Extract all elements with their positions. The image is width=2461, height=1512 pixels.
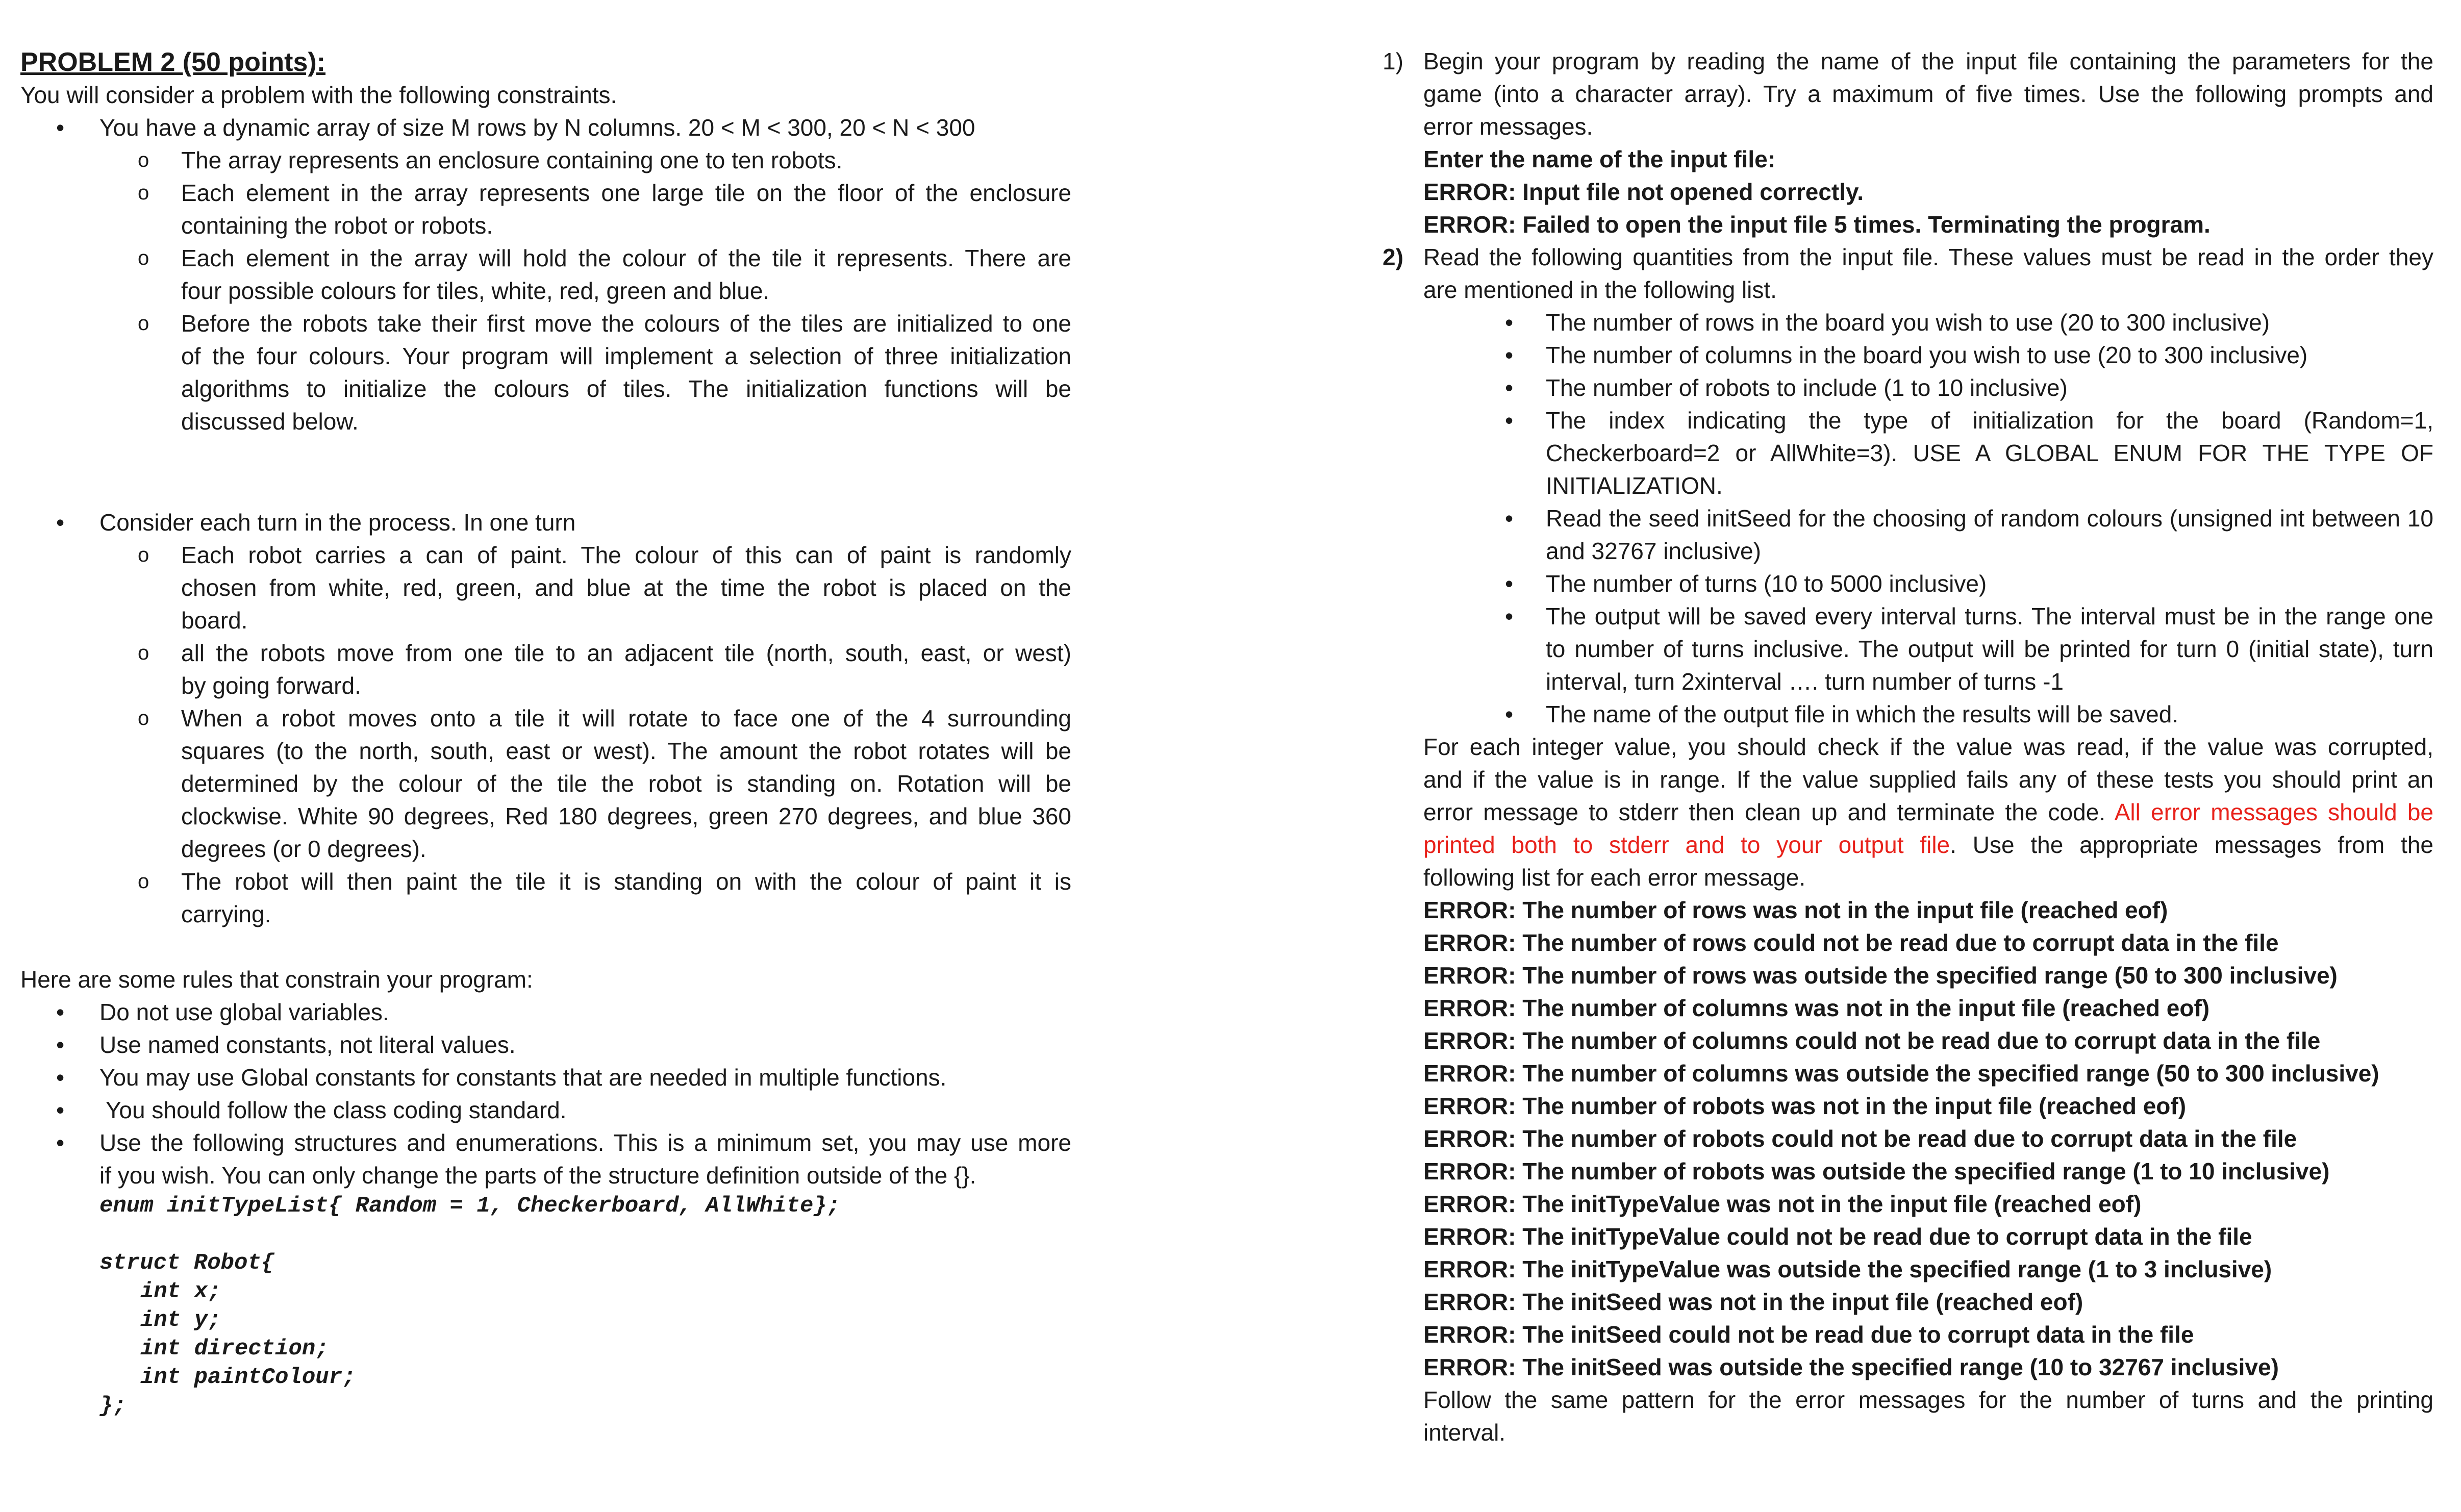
bullet-text: and 32767 inclusive): [1546, 538, 1761, 564]
follow-text: Follow the same pattern for the error messages for the number of turns and the printing: [1423, 1387, 2433, 1413]
rule-text: • Use named constants, not literal values.: [99, 1031, 516, 1058]
error-message: ERROR: Input file not opened correctly.: [1423, 179, 1864, 205]
error-message: ERROR: The initTypeValue could not be read due to corrupt data in the file: [1423, 1223, 2252, 1250]
struct-member: int x;: [140, 1279, 221, 1304]
rule-3: [20, 1061, 1071, 1094]
code-block: [20, 1192, 1071, 1420]
rule-4: [20, 1094, 1071, 1126]
rule-text: • You should follow the class coding standard.: [99, 1097, 567, 1123]
item-2: [1383, 241, 2433, 1449]
bullet-text: • The number of rows in the board you wish to use (20 to 300 inclusive): [1546, 309, 2270, 336]
rule-1: [20, 996, 1071, 1028]
prompt-text: Enter the name of the input file:: [1423, 146, 1776, 172]
struct-member: int y;: [140, 1307, 221, 1333]
turn-bullet: [20, 506, 1071, 539]
sub-text: algorithms to initialize the colours of tiles. The initialization functions will be: [181, 375, 1071, 402]
quantity-bullet-5: [1423, 502, 2433, 567]
error-message: ERROR: Failed to open the input file 5 times. Terminating the program.: [1423, 211, 2211, 238]
error-policy-emphasis: All error messages should be: [2114, 799, 2433, 825]
quantity-bullet-1: [1423, 306, 2433, 339]
quantity-bullet-7: [1423, 600, 2433, 698]
sub-text: o The robot will then paint the tile it is standing on with the colour of paint it is: [181, 868, 1071, 895]
item-text: Read the following quantities from the input file. These values must be read in the order they: [1423, 244, 2433, 270]
sub-text: o Each element in the array represents one large tile on the floor of the enclosure: [181, 180, 1071, 206]
problem-title: PROBLEM 2 (50 points):: [20, 47, 326, 77]
check-text: For each integer value, you should check if the value was read, if the value was corrupted,: [1423, 734, 2433, 760]
error-message: ERROR: The initSeed could not be read due to corrupt data in the file: [1423, 1321, 2194, 1348]
sub-text: determined by the colour of the tile the robot is standing on. Rotation will be: [181, 770, 1071, 797]
sub-text: o When a robot moves onto a tile it will rotate to face one of the 4 surrounding: [181, 705, 1071, 732]
error-message-list: [1423, 894, 2433, 1383]
item-text: Begin your program by reading the name of the input file containing the parameters for the: [1423, 48, 2433, 74]
bullet-text: Checkerboard=2 or AllWhite=3). USE A GLOBAL ENUM FOR THE TYPE OF: [1546, 440, 2433, 466]
error-message: ERROR: The number of robots could not be read due to corrupt data in the file: [1423, 1125, 2297, 1152]
sub-text: o all the robots move from one tile to an adjacent tile (north, south, east, or west): [181, 640, 1071, 666]
check-text: and if the value is in range. If the value supplied fails any of these tests you should print an: [1423, 766, 2433, 793]
sub-text: o Each robot carries a can of paint. The colour of this can of paint is randomly: [181, 542, 1071, 568]
bullet-text: • The number of robots to include (1 to 10 inclusive): [1546, 374, 2068, 401]
sub-text: four possible colours for tiles, white, red, green and blue.: [181, 278, 770, 304]
item-1-number: 1): [1383, 48, 1403, 74]
error-message: ERROR: The number of robots was not in the input file (reached eof): [1423, 1093, 2187, 1119]
array-sub-4: [20, 307, 1071, 438]
left-column: [20, 46, 1071, 1420]
turn-sub-2: [20, 637, 1071, 702]
bullet-text: • The name of the output file in which the results will be saved.: [1546, 701, 2179, 727]
error-message: ERROR: The initTypeValue was outside the specified range (1 to 3 inclusive): [1423, 1256, 2272, 1282]
sub-text: o Each element in the array will hold the colour of the tile it represents. There are: [181, 245, 1071, 271]
sub-text: clockwise. White 90 degrees, Red 180 degrees, green 270 degrees, and blue 360: [181, 803, 1071, 829]
error-message: ERROR: The initSeed was not in the input file (reached eof): [1423, 1289, 2083, 1315]
error-message: ERROR: The number of robots was outside the specified range (1 to 10 inclusive): [1423, 1158, 2330, 1185]
turn-sub-4: [20, 865, 1071, 930]
array-bullet: [20, 111, 1071, 144]
sub-text: board.: [181, 607, 248, 634]
error-message: ERROR: The number of rows was outside the specified range (50 to 300 inclusive): [1423, 962, 2338, 989]
rule-text: • You may use Global constants for constants that are needed in multiple functions.: [99, 1064, 947, 1091]
turn-bullet-text: • Consider each turn in the process. In one turn: [99, 509, 576, 536]
array-bullet-text: • You have a dynamic array of size M rows by N columns. 20 < M < 300, 20 < N < 300: [99, 114, 975, 141]
rule-5: [20, 1126, 1071, 1192]
turn-sub-3: [20, 702, 1071, 865]
error-message: ERROR: The number of columns was outside the specified range (50 to 300 inclusive): [1423, 1060, 2379, 1087]
rule-text: • Use the following structures and enumerations. This is a minimum set, you may use more: [99, 1129, 1071, 1156]
struct-close: };: [99, 1393, 127, 1419]
rule-text: if you wish. You can only change the parts of the structure definition outside of the {}.: [99, 1162, 976, 1189]
error-message: ERROR: The initTypeValue was not in the input file (reached eof): [1423, 1191, 2142, 1217]
error-message: ERROR: The initSeed was outside the specified range (10 to 32767 inclusive): [1423, 1354, 2279, 1380]
enum-declaration: enum initTypeList{ Random = 1, Checkerboard, AllWhite};: [99, 1193, 841, 1219]
item-text: game (into a character array). Try a maximum of five times. Use the following prompts and: [1423, 81, 2433, 107]
bullet-text: interval, turn 2xinterval …. turn number of turns -1: [1546, 668, 2064, 695]
error-policy-line: [1423, 796, 2433, 828]
error-policy-text: error message to stderr then clean up and terminate the code.: [1423, 799, 2115, 825]
error-message: ERROR: The number of columns was not in the input file (reached eof): [1423, 995, 2210, 1021]
rule-text: • Do not use global variables.: [99, 999, 389, 1025]
item-text: are mentioned in the following list.: [1423, 276, 1777, 303]
error-policy-line-2: [1423, 828, 2433, 861]
item-2-number: 2): [1383, 244, 1403, 270]
error-message: ERROR: The number of rows could not be read due to corrupt data in the file: [1423, 929, 2279, 956]
follow-text: interval.: [1423, 1419, 1506, 1446]
struct-open: struct Robot{: [99, 1250, 275, 1276]
bullet-text: • Read the seed initSeed for the choosing of random colours (unsigned int between 10: [1546, 505, 2433, 532]
sub-text: carrying.: [181, 901, 271, 927]
bullet-text: to number of turns inclusive. The output will be printed for turn 0 (initial state), turn: [1546, 636, 2433, 662]
sub-text: o Before the robots take their first move the colours of the tiles are initialized to one: [181, 310, 1071, 337]
sub-text: o The array represents an enclosure containing one to ten robots.: [181, 147, 843, 173]
error-policy-emphasis: printed both to stderr and to your output file: [1423, 831, 1950, 858]
sub-text: chosen from white, red, green, and blue at the time the robot is placed on the: [181, 574, 1071, 601]
sub-text: discussed below.: [181, 408, 359, 435]
item-1: [1383, 45, 2433, 241]
turn-sub-1: [20, 539, 1071, 637]
intro-text: You will consider a problem with the following constraints.: [20, 82, 617, 108]
error-message: ERROR: The number of columns could not be read due to corrupt data in the file: [1423, 1027, 2321, 1054]
sub-text: by going forward.: [181, 672, 361, 699]
quantity-bullet-4: [1423, 404, 2433, 502]
bullet-text: • The index indicating the type of initialization for the board (Random=1,: [1546, 407, 2433, 434]
quantity-bullet-2: [1423, 339, 2433, 371]
array-sub-3: [20, 242, 1071, 307]
rules-intro: Here are some rules that constrain your program:: [20, 966, 533, 993]
rule-2: [20, 1028, 1071, 1061]
sub-text: degrees (or 0 degrees).: [181, 836, 426, 862]
bullet-text: • The output will be saved every interval turns. The interval must be in the range one: [1546, 603, 2433, 629]
item-text: error messages.: [1423, 113, 1593, 140]
bullet-text: INITIALIZATION.: [1546, 472, 1723, 499]
array-sub-1: [20, 144, 1071, 177]
struct-member: int direction;: [140, 1336, 329, 1362]
quantity-bullet-3: [1423, 371, 2433, 404]
right-column: [1383, 45, 2433, 1449]
error-policy-text: . Use the appropriate messages from the: [1950, 831, 2433, 858]
quantity-bullet-6: [1423, 567, 2433, 600]
sub-text: of the four colours. Your program will implement a selection of three initialization: [181, 343, 1071, 369]
array-sub-2: [20, 177, 1071, 242]
check-text: following list for each error message.: [1423, 864, 1806, 891]
sub-text: containing the robot or robots.: [181, 212, 493, 239]
error-message: ERROR: The number of rows was not in the input file (reached eof): [1423, 897, 2168, 923]
quantity-bullet-8: [1423, 698, 2433, 730]
sub-text: squares (to the north, south, east or west). The amount the robot rotates will be: [181, 738, 1071, 764]
bullet-text: • The number of turns (10 to 5000 inclusive): [1546, 570, 1987, 597]
bullet-text: • The number of columns in the board you wish to use (20 to 300 inclusive): [1546, 342, 2308, 368]
struct-member: int paintColour;: [140, 1365, 356, 1390]
